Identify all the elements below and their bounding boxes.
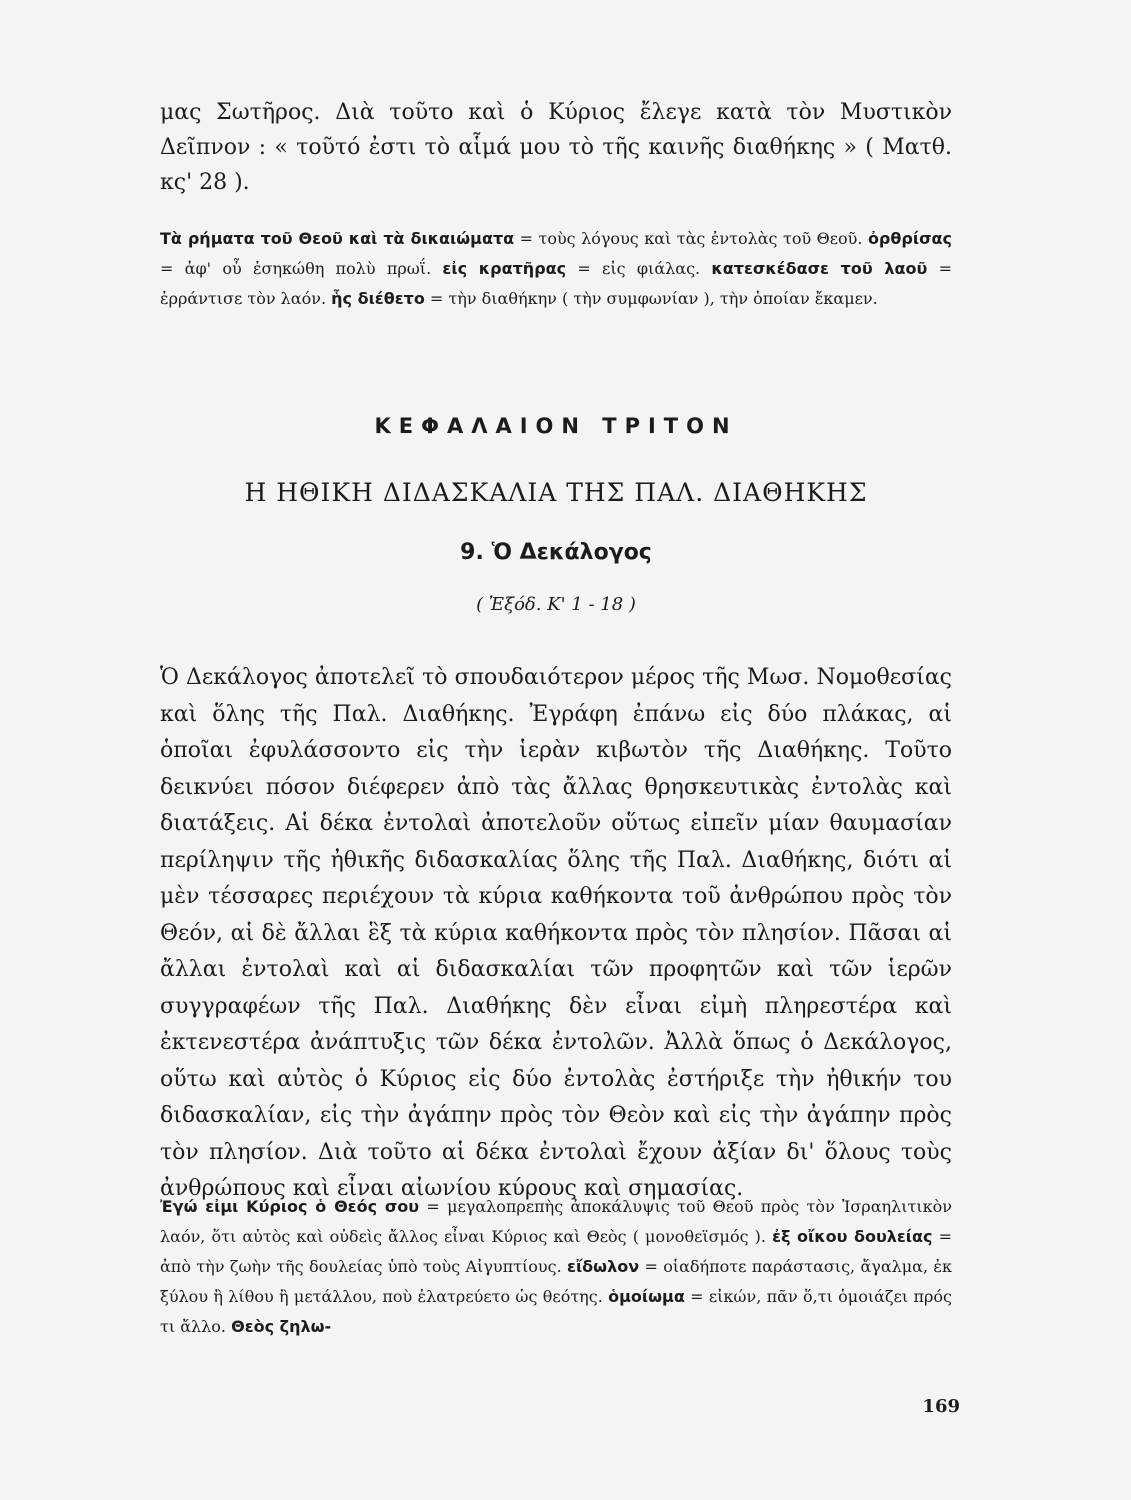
note-term: ὀρθρίσας [867,229,952,248]
note-definition: = ἀπὸ τὴν ζωὴν τῆς δουλείας ὑπὸ τοὺς Αἰγυπτίους. [160,1227,952,1276]
chapter-label: ΚΕΦΑΛΑΙΟΝ ΤΡΙΤΟΝ [374,414,738,438]
note-definition: = εἰκών, πᾶν ὅ,τι ὁμοιάζει πρός τι ἄλλο. [160,1287,952,1336]
note-definition: = ἀφ' οὗ ἐσηκώθη πολὺ πρωΐ. [160,259,443,278]
note-term: Τὰ ρήματα τοῦ Θεοῦ καὶ τὰ δικαιώματα [160,229,515,248]
note-definition: = τὴν διαθήκην ( τὴν συμφωνίαν ), τὴν ὁποίαν ἔκαμεν. [424,289,878,308]
note-term: ἧς διέθετο [331,289,425,308]
note-definition: = μεγαλοπρεπὴς ἀποκάλυψις τοῦ Θεοῦ πρὸς τὸν Ἰσραηλιτικὸν λαόν, ὅτι αὐτὸς καὶ οὐδεὶς ἄλλος εἶναι Κύριος καὶ Θεὸς ( μονοθεϊσμός ). [160,1197,952,1246]
note-term: Θεὸς ζηλω- [231,1317,332,1336]
section-title: 9. Ὁ Δεκάλογος [460,540,652,565]
scripture-reference: ( Ἐξόδ. Κ' 1 - 18 ) [476,594,636,615]
note-term: ὁμοίωμα [608,1287,685,1306]
note-definition: = οἱαδήποτε παράστασις, ἄγαλμα, ἐκ ξύλου ἢ λίθου ἢ μετάλλου, ποὺ ἐλατρεύετο ὡς θεότης. [160,1257,953,1306]
note-term: εἰς κρατῆρας [442,259,567,278]
intro-paragraph: μας Σωτῆρος. Διὰ τοῦτο καὶ ὁ Κύριος ἔλεγε κατὰ τὸν Μυστικὸν Δεῖπνον : « τοῦτό ἐστι τὸ αἷμά μου τὸ τῆς καινῆς διαθήκης » ( Ματθ. κς' 28 ). [160,100,952,195]
body-paragraph: Ὁ Δεκάλογος ἀποτελεῖ τὸ σπουδαιότερον μέρος τῆς Μωσ. Νομοθεσίας καὶ ὅλης τῆς Παλ. Διαθήκης. Ἐγράφη ἐπάνω εἰς δύο πλάκας, αἱ ὁποῖαι ἐφυλάσσοντο εἰς τὴν ἱερὰν κιβωτὸν τῆς Διαθήκης. Τοῦτο δεικνύει πόσον διέφερεν ἀπὸ τὰς ἄλλας θρησκευτικὰς ἐντολὰς καὶ διατάξεις. Αἱ δέκα ἐντολαὶ ἀποτελοῦν οὕτως εἰπεῖν μίαν θαυμασίαν περίληψιν τῆς ἠθικῆς διδασκαλίας ὅλης τῆς Παλ. Διαθήκης, διότι αἱ μὲν τέσσαρες περιέχουν τὰ κύρια καθήκοντα τοῦ ἀνθρώπου πρὸς τὸν Θεόν, αἱ δὲ ἄλλαι ἓξ τὰ κύρια καθήκοντα πρὸς τὸν πλησίον. Πᾶσαι αἱ ἄλλαι ἐντολαὶ καὶ αἱ διδασκαλίαι τῶν προφητῶν καὶ τῶν ἱερῶν συγγραφέων τῆς Παλ. Διαθήκης δὲν εἶναι εἰμὴ πληρεστέρα καὶ ἐκτενεστέρα ἀνάπτυξις τῶν δέκα ἐντολῶν. Ἀλλὰ ὅπως ὁ Δεκάλογος, οὕτω καὶ αὐτὸς ὁ Κύριος εἰς δύο ἐντολὰς ἐστήριξε τὴν ἠθικήν του διδασκαλίαν, εἰς τὴν ἀγάπην πρὸς τὸν Θεὸν καὶ εἰς τὴν ἀγάπην πρὸς τὸν πλησίον. Διὰ τοῦτο αἱ δέκα ἐντολαὶ ἔχουν ἀξίαν δι' ὅλους τοὺς ἀνθρώπους καὶ εἶναι αἰωνίου κύρους καὶ σημασίας. [160,665,952,1201]
note-definition: = τοὺς λόγους καὶ τὰς ἐντολὰς τοῦ Θεοῦ. [514,229,868,248]
note-term: κατεσκέδασε τοῦ λαοῦ [711,259,928,278]
glossary-notes-2 [160,1192,952,1342]
note-definition: = εἰς φιάλας. [566,259,712,278]
note-term: Ἐγώ εἰμι Κύριος ὁ Θεός σου [160,1197,420,1216]
note-definition: = ἐρράντισε τὸν λαόν. [160,259,953,308]
glossary-notes-1 [160,224,952,314]
note-term: ἐξ οἴκου δουλείας [772,1227,933,1246]
note-term: εἴδωλον [567,1257,640,1276]
chapter-title: Η ΗΘΙΚΗ ΔΙΔΑΣΚΑΛΙΑ ΤΗΣ ΠΑΛ. ΔΙΑΘΗΚΗΣ [244,478,868,507]
page-number: 169 [922,1396,960,1417]
